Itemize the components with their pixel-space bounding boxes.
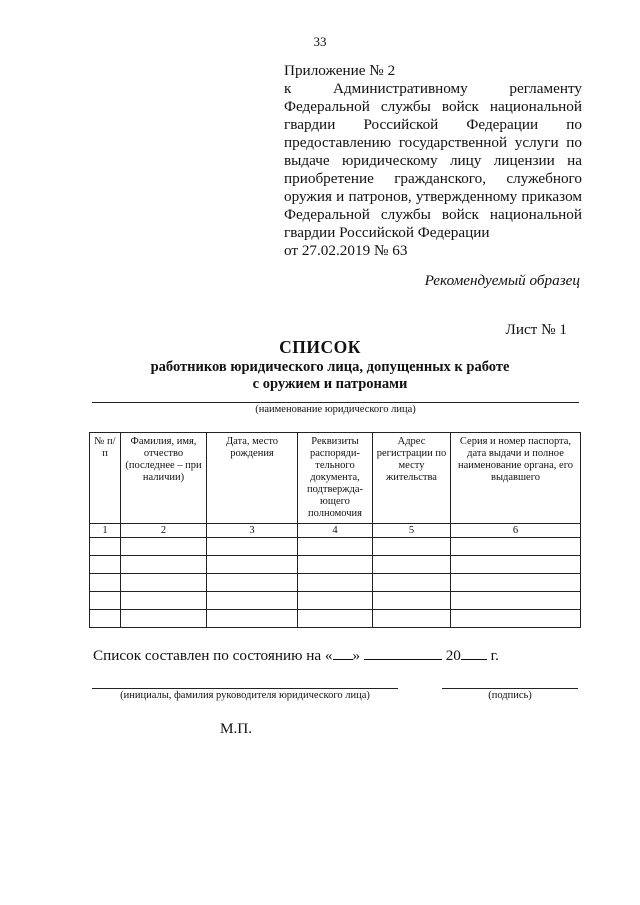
stamp-place: М.П. [220,720,253,737]
appendix-line: Федеральной службы войск национальной [284,98,582,115]
table-row [90,538,581,556]
compiled-year-suffix: г. [490,647,499,664]
appendix-line: гвардии Российской Федерации по [284,116,582,133]
header-birth: Дата, место рождения [207,433,298,524]
document-subtitle [130,359,530,393]
sheet-number: Лист № 1 [505,321,567,338]
head-name-caption: (инициалы, фамилия руководителя юридического лица) [120,690,370,701]
appendix-line: предоставлению государственной услуги по [284,134,582,151]
header-number: № п/п [90,433,121,524]
table-cell [90,556,121,574]
compiled-year-prefix: 20 [445,647,461,664]
header-passport: Серия и номер паспорта, дата выдачи и полное наименование органа, его выдавшего [451,433,581,524]
table-cell [90,592,121,610]
column-number: 6 [451,524,581,538]
employees-table [89,432,581,628]
page-number: 33 [313,34,327,49]
column-number: 3 [207,524,298,538]
appendix-line: приобретение гражданского, служебного [284,170,582,187]
table-cell [451,592,581,610]
table-cell [373,538,451,556]
table-cell [121,610,207,628]
table-header-row [90,433,581,524]
table-cell [373,556,451,574]
table-cell [451,574,581,592]
column-number: 5 [373,524,451,538]
table-cell [298,610,373,628]
table-row [90,574,581,592]
table-cell [207,610,298,628]
appendix-line: от 27.02.2019 № 63 [284,242,408,259]
column-number: 2 [121,524,207,538]
signature-caption: (подпись) [488,690,532,701]
table-column-numbers-row [90,524,581,538]
month-blank [364,645,442,660]
table-cell [90,610,121,628]
compiled-date-line [93,645,499,665]
year-blank [461,645,487,660]
table-cell [451,556,581,574]
table-cell [373,592,451,610]
table-row [90,592,581,610]
appendix-header [284,62,582,260]
table-cell [298,592,373,610]
compiled-close-quote: » [352,647,361,664]
subtitle-line: с оружием и патронами [252,376,408,392]
appendix-line: оружия и патронов, утвержденному приказом [284,188,582,205]
header-full-name: Фамилия, имя, отчество (последнее – при наличии) [121,433,207,524]
org-name-line [92,402,579,403]
table-cell [451,610,581,628]
table-cell [207,592,298,610]
header-address: Адрес регистрации по месту жительства [373,433,451,524]
table-row [90,556,581,574]
compiled-prefix: Список составлен по состоянию на « [93,647,333,664]
column-number: 4 [298,524,373,538]
table-cell [373,610,451,628]
table-cell [373,574,451,592]
table-cell [298,574,373,592]
appendix-line: гвардии Российской Федерации [284,224,490,241]
day-blank [333,645,353,660]
signature-line [442,688,578,689]
head-name-line [92,688,398,689]
table-cell [298,556,373,574]
table-cell [207,556,298,574]
table-cell [207,574,298,592]
recommended-sample-label: Рекомендуемый образец [424,272,580,289]
table-cell [121,538,207,556]
org-name-caption: (наименование юридического лица) [255,404,416,415]
appendix-line: Федеральной службы войск национальной [284,206,582,223]
appendix-line: Приложение № 2 [284,62,396,79]
table-cell [207,538,298,556]
document-title: СПИСОК [279,337,361,357]
table-row [90,610,581,628]
header-authority-document: Реквизиты распоряди-тельного документа, подтвержда-ющего полномочия [298,433,373,524]
appendix-line: выдаче юридическому лицу лицензии на [284,152,582,169]
table-cell [90,574,121,592]
table-cell [90,538,121,556]
table-cell [121,574,207,592]
table-cell [121,592,207,610]
column-number: 1 [90,524,121,538]
table-cell [451,538,581,556]
table-cell [121,556,207,574]
table-cell [298,538,373,556]
appendix-line: к Административному регламенту [284,80,582,97]
subtitle-line: работников юридического лица, допущенных к работе [150,359,510,375]
